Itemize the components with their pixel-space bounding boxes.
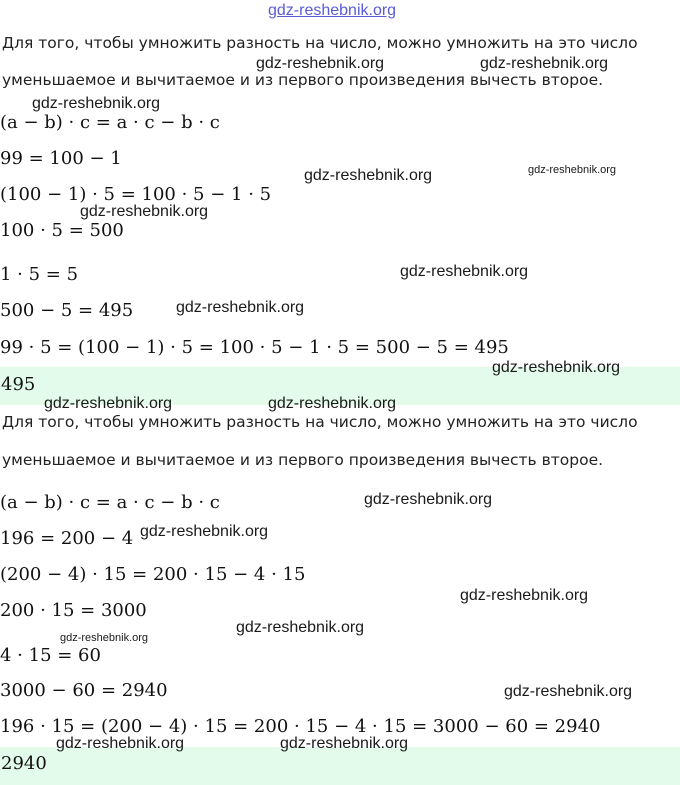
- math-step: 1 · 5 = 5: [0, 264, 79, 285]
- math-step: (200 − 4) · 15 = 200 · 15 − 4 · 15: [0, 564, 306, 585]
- math-step: 99 · 5 = (100 − 1) · 5 = 100 · 5 − 1 · 5 = 500 − 5 = 495: [0, 337, 509, 358]
- watermark: gdz-reshebnik.org: [80, 203, 209, 220]
- math-step: 200 · 15 = 3000: [0, 600, 147, 621]
- watermark: gdz-reshebnik.org: [504, 683, 633, 700]
- site-link[interactable]: gdz-reshebnik.org: [268, 2, 397, 19]
- math-step: (100 − 1) · 5 = 100 · 5 − 1 · 5: [0, 184, 272, 205]
- watermark: gdz-reshebnik.org: [364, 491, 493, 508]
- watermark: gdz-reshebnik.org: [480, 55, 609, 72]
- math-step: (a − b) · c = a · c − b · c: [0, 112, 220, 133]
- watermark: gdz-reshebnik.org: [236, 619, 365, 636]
- watermark: gdz-reshebnik.org: [60, 632, 149, 644]
- intro-text-line: уменьшаемое и вычитаемое и из первого произведения вычесть второе.: [2, 71, 604, 89]
- math-step: 100 · 5 = 500: [0, 220, 124, 241]
- watermark: gdz-reshebnik.org: [460, 587, 589, 604]
- math-step: 4 · 15 = 60: [0, 645, 101, 666]
- answer-value: 2940: [1, 753, 47, 774]
- math-step: 500 − 5 = 495: [0, 300, 134, 321]
- watermark: gdz-reshebnik.org: [176, 299, 305, 316]
- watermark: gdz-reshebnik.org: [304, 167, 433, 184]
- intro-text-line: Для того, чтобы умножить разность на число, можно умножить на это число: [2, 34, 638, 52]
- math-step: (a − b) · c = a · c − b · c: [0, 492, 220, 513]
- math-step: 196 = 200 − 4: [0, 528, 134, 549]
- watermark: gdz-reshebnik.org: [280, 735, 409, 752]
- watermark: gdz-reshebnik.org: [44, 395, 173, 412]
- watermark: gdz-reshebnik.org: [32, 95, 161, 112]
- math-step: 3000 − 60 = 2940: [0, 680, 168, 701]
- intro-text-line: Для того, чтобы умножить разность на число, можно умножить на это число: [2, 413, 638, 431]
- intro-text-line: уменьшаемое и вычитаемое и из первого произведения вычесть второе.: [2, 451, 604, 469]
- watermark: gdz-reshebnik.org: [56, 735, 185, 752]
- watermark: gdz-reshebnik.org: [528, 164, 617, 176]
- answer-value: 495: [1, 374, 36, 395]
- watermark: gdz-reshebnik.org: [400, 263, 529, 280]
- watermark: gdz-reshebnik.org: [140, 523, 269, 540]
- math-step: 196 · 15 = (200 − 4) · 15 = 200 · 15 − 4 · 15 = 3000 − 60 = 2940: [0, 716, 601, 737]
- watermark: gdz-reshebnik.org: [268, 395, 397, 412]
- watermark: gdz-reshebnik.org: [256, 55, 385, 72]
- math-step: 99 = 100 − 1: [0, 148, 122, 169]
- watermark: gdz-reshebnik.org: [492, 359, 621, 376]
